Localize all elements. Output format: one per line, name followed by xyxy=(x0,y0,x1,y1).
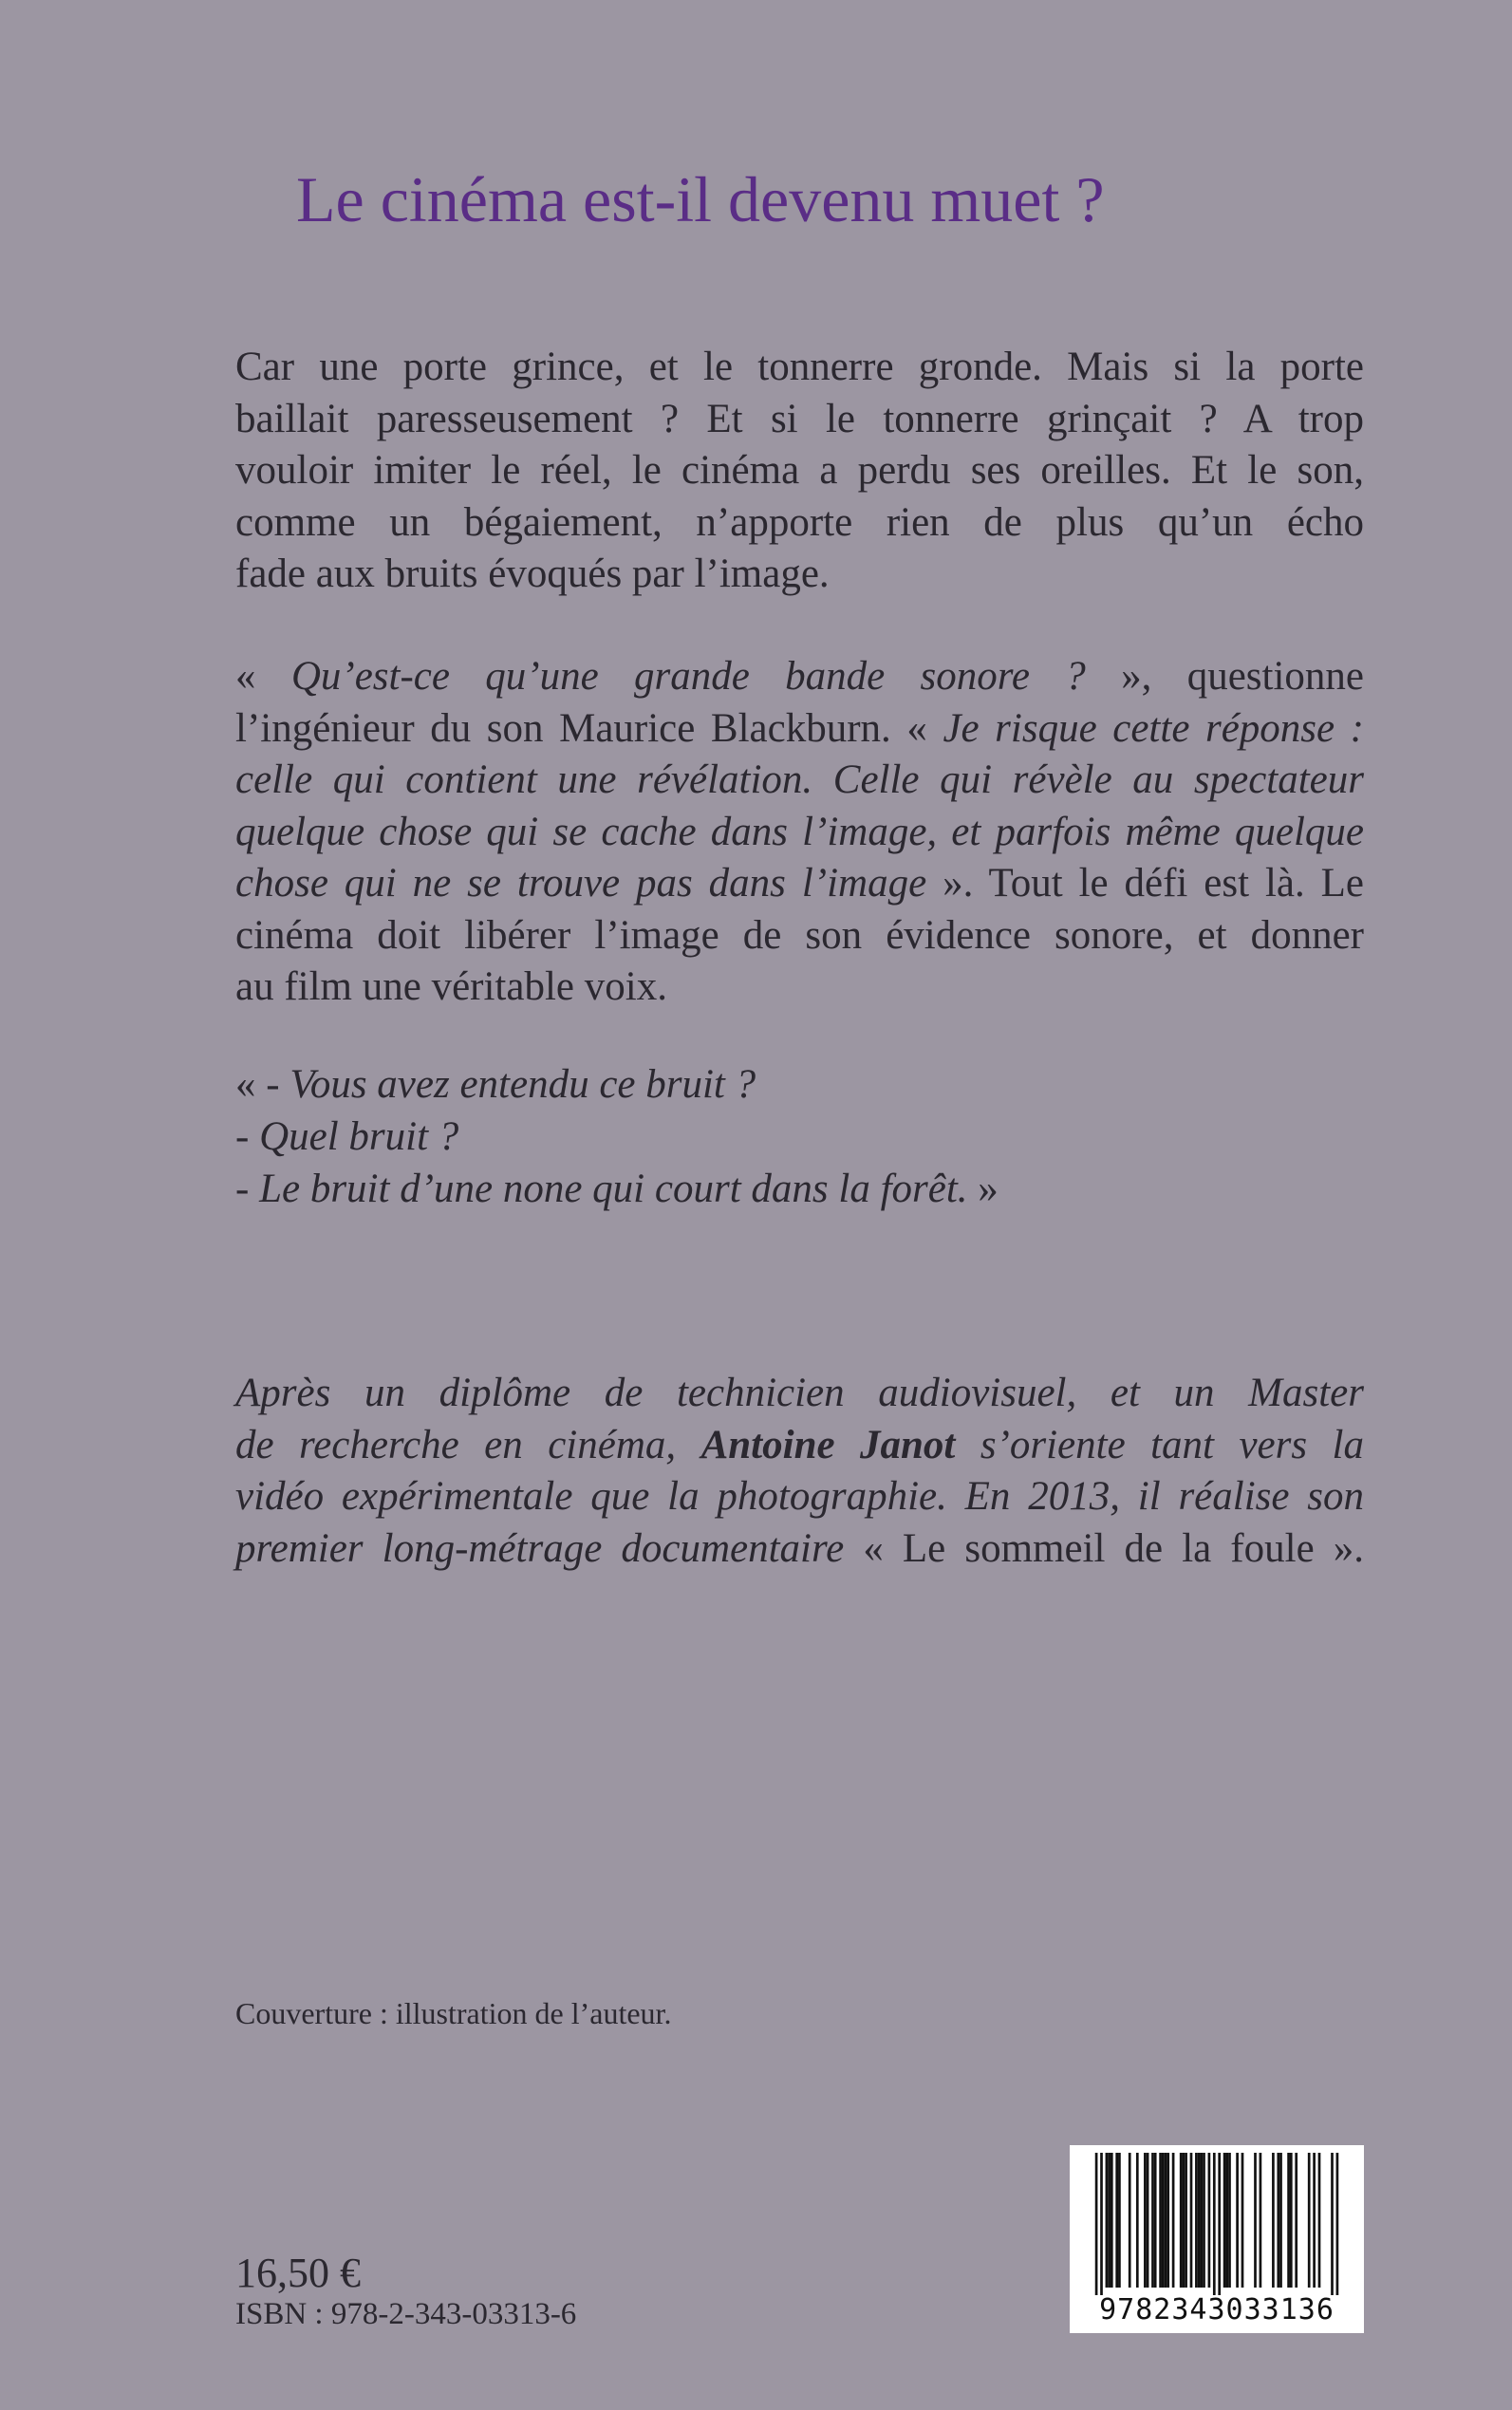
barcode-bar xyxy=(1331,2153,1334,2295)
barcode-bar xyxy=(1180,2153,1183,2288)
barcode-bar xyxy=(1336,2153,1339,2295)
intro-line: baillait paresseusement ? Et si le tonnerre grinçait ? A trop xyxy=(235,396,1364,441)
barcode-bar xyxy=(1129,2153,1131,2288)
barcode-bar xyxy=(1272,2153,1275,2288)
barcode-bar xyxy=(1200,2153,1203,2288)
quote-attribution: », questionne xyxy=(1085,654,1364,699)
author-name: Antoine Janot xyxy=(700,1422,956,1467)
barcode-bar xyxy=(1218,2153,1221,2295)
barcode-bar xyxy=(1144,2153,1147,2288)
intro-line: Car une porte grince, et le tonnerre gronde. Mais si la porte xyxy=(235,345,1364,389)
barcode-bar xyxy=(1108,2153,1111,2288)
barcode-bar xyxy=(1290,2153,1293,2288)
barcode-bar xyxy=(1295,2153,1297,2288)
bio-line: Après un diplôme de technicien audiovisuel, et un Master xyxy=(235,1371,1364,1415)
barcode-bar xyxy=(1100,2153,1103,2295)
quote-line: cinéma doit libérer l’image de son évidence sonore, et donner xyxy=(235,912,1364,958)
blackburn-quote-paragraph xyxy=(235,651,1364,1014)
dialog-text: - Vous avez entendu ce bruit ? xyxy=(266,1062,756,1107)
barcode-bar xyxy=(1203,2153,1205,2288)
quote-question: Qu’est-ce qu’une grande bande sonore ? xyxy=(290,654,1086,699)
barcode-bar xyxy=(1147,2153,1149,2288)
barcode-bar xyxy=(1185,2153,1187,2288)
barcode-number: 9782343033136 xyxy=(1099,2293,1335,2326)
barcode-bar xyxy=(1159,2153,1162,2288)
barcode-bar xyxy=(1241,2153,1244,2288)
bio-text: de recherche en cinéma, xyxy=(235,1422,701,1467)
quote-answer-start: Je risque cette réponse : xyxy=(943,705,1364,751)
bio-line xyxy=(235,1420,1364,1472)
barcode-bar xyxy=(1208,2153,1211,2288)
dialog-open-guillemet: « xyxy=(235,1062,267,1107)
barcode-bar xyxy=(1318,2153,1321,2288)
barcode-bar xyxy=(1167,2153,1169,2288)
cover-credit: Couverture : illustration de l’auteur. xyxy=(235,1996,672,2030)
barcode-bar xyxy=(1308,2153,1311,2288)
barcode-bar xyxy=(1172,2153,1175,2288)
author-bio xyxy=(235,1368,1364,1575)
barcode-bar xyxy=(1225,2153,1228,2288)
isbn: ISBN : 978-2-343-03313-6 xyxy=(235,2297,577,2331)
dialog-line: - Quel bruit ? xyxy=(235,1114,459,1159)
quote-line xyxy=(235,703,1364,756)
intro-line: fade aux bruits évoqués par l’image. xyxy=(235,551,830,596)
dialog-text: - Le bruit d’une none qui court dans la forêt. xyxy=(235,1167,968,1211)
bio-line: vidéo expérimentale que la photographie. En 2013, il réalise son xyxy=(235,1474,1364,1519)
barcode-bar xyxy=(1165,2153,1167,2288)
film-title: « Le sommeil de la foule ». xyxy=(844,1525,1364,1571)
intro-paragraph xyxy=(235,342,1364,601)
barcode-bar xyxy=(1260,2153,1262,2288)
barcode-bar xyxy=(1190,2153,1193,2288)
back-cover-title: Le cinéma est-il devenu muet ? xyxy=(296,163,1105,235)
quote-engineer: l’ingénieur du son Maurice Blackburn. « xyxy=(235,705,943,751)
bio-text: premier long-métrage documentaire xyxy=(235,1525,845,1571)
barcode-bar xyxy=(1106,2153,1109,2288)
barcode-bar xyxy=(1111,2153,1113,2288)
barcode-bar xyxy=(1115,2153,1118,2288)
barcode-bar xyxy=(1236,2153,1239,2288)
quote-line: celle qui contient une révélation. Celle qui révèle au spectateur xyxy=(235,757,1364,802)
barcode-bar xyxy=(1277,2153,1279,2288)
quote-line xyxy=(235,858,1364,910)
barcode-bar xyxy=(1287,2153,1290,2288)
intro-line: comme un bégaiement, n’apporte rien de plus qu’un écho xyxy=(235,499,1364,545)
bio-line xyxy=(235,1523,1364,1576)
barcode-bar xyxy=(1198,2153,1201,2288)
barcode-bar xyxy=(1213,2153,1216,2295)
dialog-close-guillemet: » xyxy=(967,1167,999,1211)
barcode-bar xyxy=(1154,2153,1157,2288)
quote-answer-end: chose qui ne se trouve pas dans l’image xyxy=(235,861,927,906)
bio-text: s’oriente tant vers la xyxy=(955,1422,1364,1467)
barcode-bar xyxy=(1254,2153,1257,2288)
barcode-bars xyxy=(1070,2145,1364,2297)
barcode-bar xyxy=(1162,2153,1165,2288)
dialog-line xyxy=(235,1058,999,1111)
isbn-barcode xyxy=(1070,2145,1364,2333)
quote-line: au film une véritable voix. xyxy=(235,964,667,1009)
quote-line xyxy=(235,651,1364,703)
quote-line: quelque chose qui se cache dans l’image, et parfois même quelque xyxy=(235,809,1364,854)
barcode-bar xyxy=(1228,2153,1231,2288)
barcode-bar xyxy=(1313,2153,1316,2288)
barcode-bar xyxy=(1279,2153,1282,2288)
barcode-bar xyxy=(1118,2153,1121,2288)
price: 16,50 € xyxy=(235,2250,361,2296)
open-guillemet: « xyxy=(235,654,291,699)
barcode-bar xyxy=(1095,2153,1098,2295)
barcode-bar xyxy=(1151,2153,1154,2288)
barcode-bar xyxy=(1183,2153,1185,2288)
barcode-bar xyxy=(1223,2153,1226,2288)
dialog-excerpt xyxy=(235,1058,999,1215)
quote-challenge: ». Tout le défi est là. Le xyxy=(926,861,1364,906)
dialog-line xyxy=(235,1163,999,1215)
barcode-bar xyxy=(1195,2153,1198,2288)
intro-line: vouloir imiter le réel, le cinéma a perdu ses oreilles. Et le son, xyxy=(235,448,1364,493)
barcode-bar xyxy=(1136,2153,1139,2288)
